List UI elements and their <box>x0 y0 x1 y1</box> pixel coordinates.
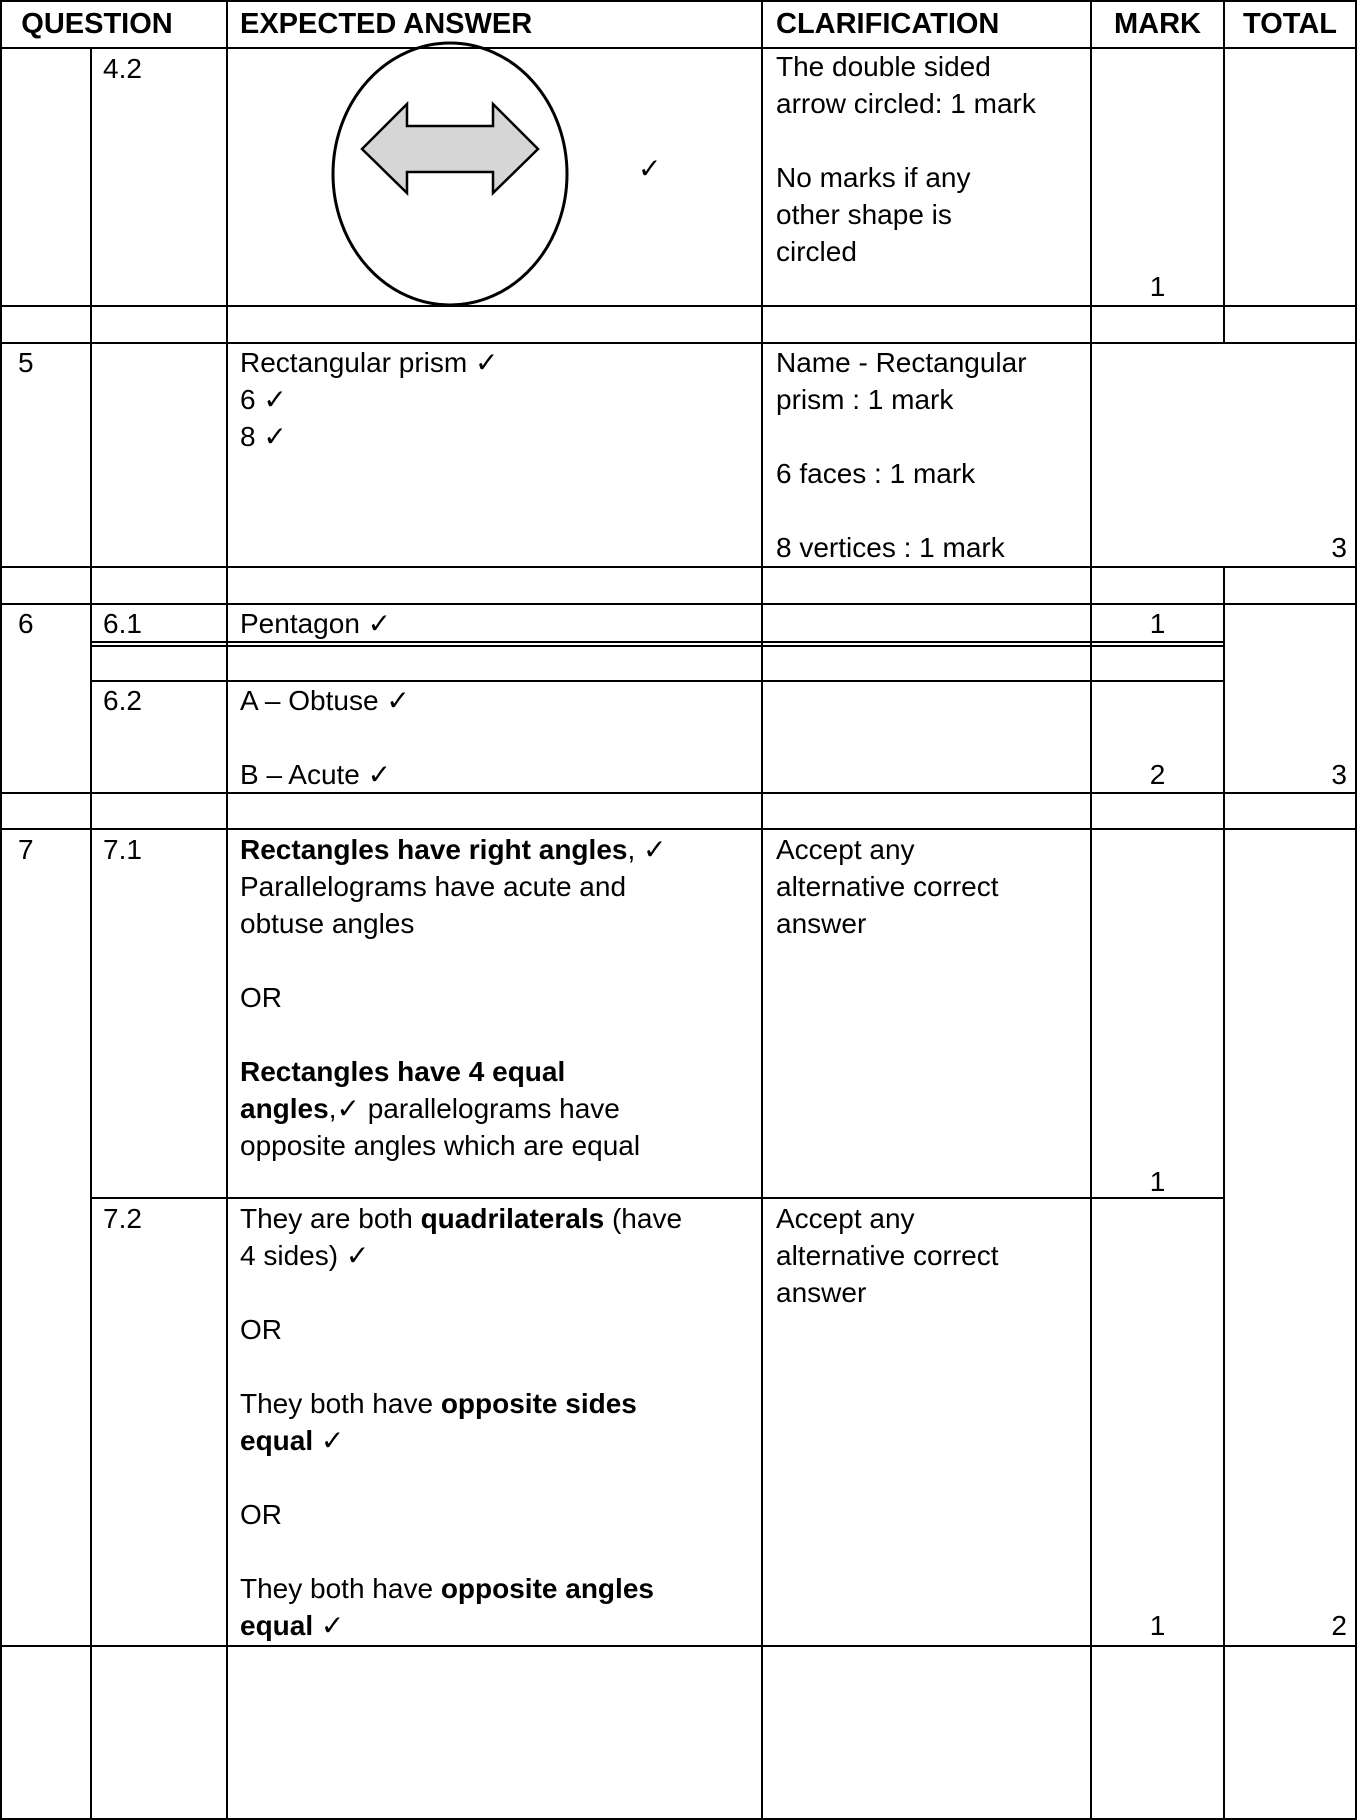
rule-col-clarification <box>761 0 763 1820</box>
q6-1-answer: Pentagon ✓ <box>240 608 392 639</box>
q7-1-alt-line1: Rectangles have 4 equal <box>240 1056 566 1087</box>
q4-2-subnumber: 4.2 <box>103 53 142 84</box>
rule-q4-bottom <box>0 305 1357 307</box>
q7-2-clar-line1: Accept any <box>776 1203 915 1234</box>
q7-2-pre: They are both <box>240 1203 421 1234</box>
q7-2-alt1-pre: They both have <box>240 1388 441 1419</box>
rule-left-border <box>0 0 2 1820</box>
header-mark: MARK <box>1114 8 1201 40</box>
q6-number: 6 <box>18 608 34 639</box>
q7-1-answer-line1 <box>240 831 667 868</box>
q4-2-clar-line3: No marks if any <box>776 162 971 193</box>
q7-2-post: (have <box>604 1203 683 1234</box>
header-expected-answer: EXPECTED ANSWER <box>240 8 533 40</box>
q6-2-mark: 2 <box>1149 759 1166 790</box>
q7-1-clar-line3: answer <box>776 908 867 939</box>
q7-2-alt1-bold2: equal <box>240 1425 314 1456</box>
q5-clar-line3: 6 faces : 1 mark <box>776 458 976 489</box>
rule-q61-bottom-b <box>90 645 1225 647</box>
q5-clar-line2: prism : 1 mark <box>776 384 954 415</box>
q5-clar-line4: 8 vertices : 1 mark <box>776 532 1005 563</box>
header-question: QUESTION <box>21 8 173 40</box>
q7-2-or-1: OR <box>240 1314 282 1345</box>
q7-2-alt1-bold: opposite sides <box>440 1388 637 1419</box>
q7-2-answer-line2: 4 sides) ✓ <box>240 1240 370 1271</box>
q7-1-answer-line3: obtuse angles <box>240 908 415 939</box>
q7-2-alt2-line1 <box>240 1570 654 1607</box>
q7-1-subnumber: 7.1 <box>103 834 142 865</box>
q7-1-alt-line2 <box>240 1090 620 1127</box>
q7-2-bold: quadrilaterals <box>420 1203 605 1234</box>
rule-q5-bottom <box>0 566 1357 568</box>
q7-total: 2 <box>1331 1610 1347 1641</box>
q7-2-alt2-pre: They both have <box>240 1573 441 1604</box>
q7-2-alt2-bold2: equal <box>240 1610 314 1641</box>
q7-2-alt2-line2 <box>240 1607 344 1644</box>
header-total: TOTAL <box>1243 8 1337 40</box>
q4-2-clar-line5: circled <box>776 236 857 267</box>
q4-2-clar-line2: arrow circled: 1 mark <box>776 88 1036 119</box>
q7-2-alt1-line2 <box>240 1422 344 1459</box>
rule-header-bottom <box>0 47 1357 49</box>
rule-col-answer <box>226 0 228 1820</box>
q7-2-alt2-post: ✓ <box>313 1610 345 1641</box>
q4-2-mark: 1 <box>1149 271 1166 302</box>
q5-number: 5 <box>18 347 34 378</box>
q7-2-alt2-bold: opposite angles <box>440 1573 654 1604</box>
q6-1-subnumber: 6.1 <box>103 608 142 639</box>
q7-2-alt1-line1 <box>240 1385 637 1422</box>
q5-answer-line3: 8 ✓ <box>240 421 287 452</box>
q7-2-alt1-post: ✓ <box>313 1425 345 1456</box>
circle-outline <box>333 43 567 305</box>
rule-q7-bottom <box>0 1645 1357 1647</box>
q5-total: 3 <box>1331 532 1347 563</box>
q5-clar-line1: Name - Rectangular <box>776 347 1027 378</box>
rule-top <box>0 0 1357 2</box>
q6-total: 3 <box>1331 759 1347 790</box>
q4-2-clar-line1: The double sided <box>776 51 991 82</box>
q7-1-or: OR <box>240 982 282 1013</box>
q7-2-mark: 1 <box>1149 1610 1166 1641</box>
q7-1-alt-line3: opposite angles which are equal <box>240 1130 641 1161</box>
q4-2-clar-line4: other shape is <box>776 199 952 230</box>
q6-2-answer-a: A – Obtuse ✓ <box>240 685 410 716</box>
rule-spacer3-bottom <box>0 828 1357 830</box>
q4-2-tick: ✓ <box>638 153 662 184</box>
q7-1-alt-bold: angles <box>240 1093 329 1124</box>
q7-1-answer-line2: Parallelograms have acute and <box>240 871 627 902</box>
header-clarification: CLARIFICATION <box>776 8 1000 40</box>
q7-1-tick-text: , ✓ <box>627 834 667 865</box>
double-arrow-shape <box>362 104 538 193</box>
rule-col-total-a <box>1223 0 1225 342</box>
q5-answer-line1: Rectangular prism ✓ <box>240 347 499 378</box>
q7-2-clar-line2: alternative correct <box>776 1240 999 1271</box>
rule-spacer1-bottom <box>0 342 1357 344</box>
q6-2-answer-b: B – Acute ✓ <box>240 759 392 790</box>
q7-2-or-2: OR <box>240 1499 282 1530</box>
q7-1-mark: 1 <box>1149 1166 1166 1197</box>
q7-2-answer-line1 <box>240 1200 682 1237</box>
rule-q71-bottom <box>90 1197 1225 1199</box>
q7-1-bold-text: Rectangles have right angles <box>240 834 628 865</box>
q7-1-clar-line2: alternative correct <box>776 871 999 902</box>
double-sided-arrow-circled-icon <box>330 40 570 308</box>
q7-2-subnumber: 7.2 <box>103 1203 142 1234</box>
rule-col-question-sub <box>90 47 92 1820</box>
q7-2-clar-line3: answer <box>776 1277 867 1308</box>
rule-right-border <box>1355 0 1357 1820</box>
q6-1-mark: 1 <box>1149 608 1166 639</box>
q5-answer-line2: 6 ✓ <box>240 384 287 415</box>
q7-number: 7 <box>18 834 34 865</box>
q6-2-subnumber: 6.2 <box>103 685 142 716</box>
q7-1-clar-line1: Accept any <box>776 834 915 865</box>
q7-1-alt-rest: ,✓ parallelograms have <box>328 1093 620 1124</box>
